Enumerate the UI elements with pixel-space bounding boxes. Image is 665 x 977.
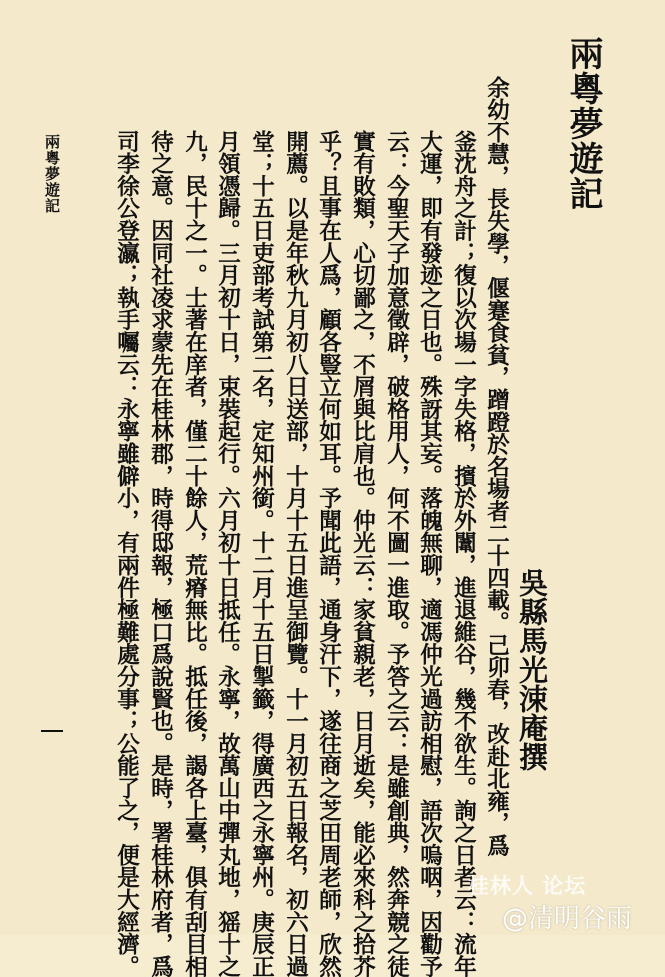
text-column: 九，民十之一。士著在庠者，僅二十餘人，荒瘠無比。抵任後，謁各上臺，俱有刮目相 [181, 130, 208, 977]
text-column: 余幼不慧，長失學，偃蹇食貧，蹭蹬於名場者二十四載。己卯春，改赴北雍，爲 [483, 76, 510, 857]
page-number-mark [41, 730, 63, 732]
text-column: 司李徐公登瀛；執手囑云：永寧雖僻小，有兩件極難處分事；公能了之，便是大經濟。 [113, 130, 140, 977]
text-column: 乎？且事在人爲，顧各豎立何如耳。予聞此語，通身汗下，遂往商之芝田周老師，欣然 [315, 130, 342, 977]
text-column: 云：今聖天子加意徵辟，破格用人，何不圖一進取。予答之云：是雖創典，然奔競之徒 [383, 130, 410, 977]
text-column: 實有敗類，心切鄙之，不屑與比肩也。仲光云：家貧親老，日月逝矣，能必來科之拾芥 [349, 130, 376, 977]
text-column: 開薦。以是年秋九月初八日送部，十月十五日進呈御覽。十一月初五日報名，初六日過 [282, 130, 309, 977]
account-watermark: @清明谷雨 [502, 904, 633, 934]
text-column: 堂；十五日吏部考試第二名，定知州銜。十二月十五日掣籤，得廣西之永寧州。庚辰正 [248, 130, 275, 977]
text-column: 月領憑歸。三月初十日，束裝起行。六月初十日抵任。永寧，故萬山中彈丸地，猺十之 [214, 130, 241, 977]
text-column: 待之意。因同社凌求蒙先在桂林郡，時得邸報，極口爲說賢也。是時，署桂林府者，爲 [147, 130, 174, 977]
text-column: 釜沈舟之計；復以次場一字失格，擯於外闈，進退維谷，幾不欲生。詢之日者云：流年 [450, 130, 477, 977]
page-number [41, 718, 42, 719]
page-title: 兩粵夢遊記 [563, 36, 603, 211]
forum-watermark: 桂林人 论坛 [468, 874, 587, 898]
margin-title: 兩粵夢遊記 [43, 134, 61, 214]
text-column: 大運，即有發迹之日也。殊訝其妄。落魄無聊，適馮仲光過訪相慰，語次嗚咽，因勸予 [416, 130, 443, 977]
author-line: 吳縣馬光涑庵撰 [515, 568, 549, 771]
